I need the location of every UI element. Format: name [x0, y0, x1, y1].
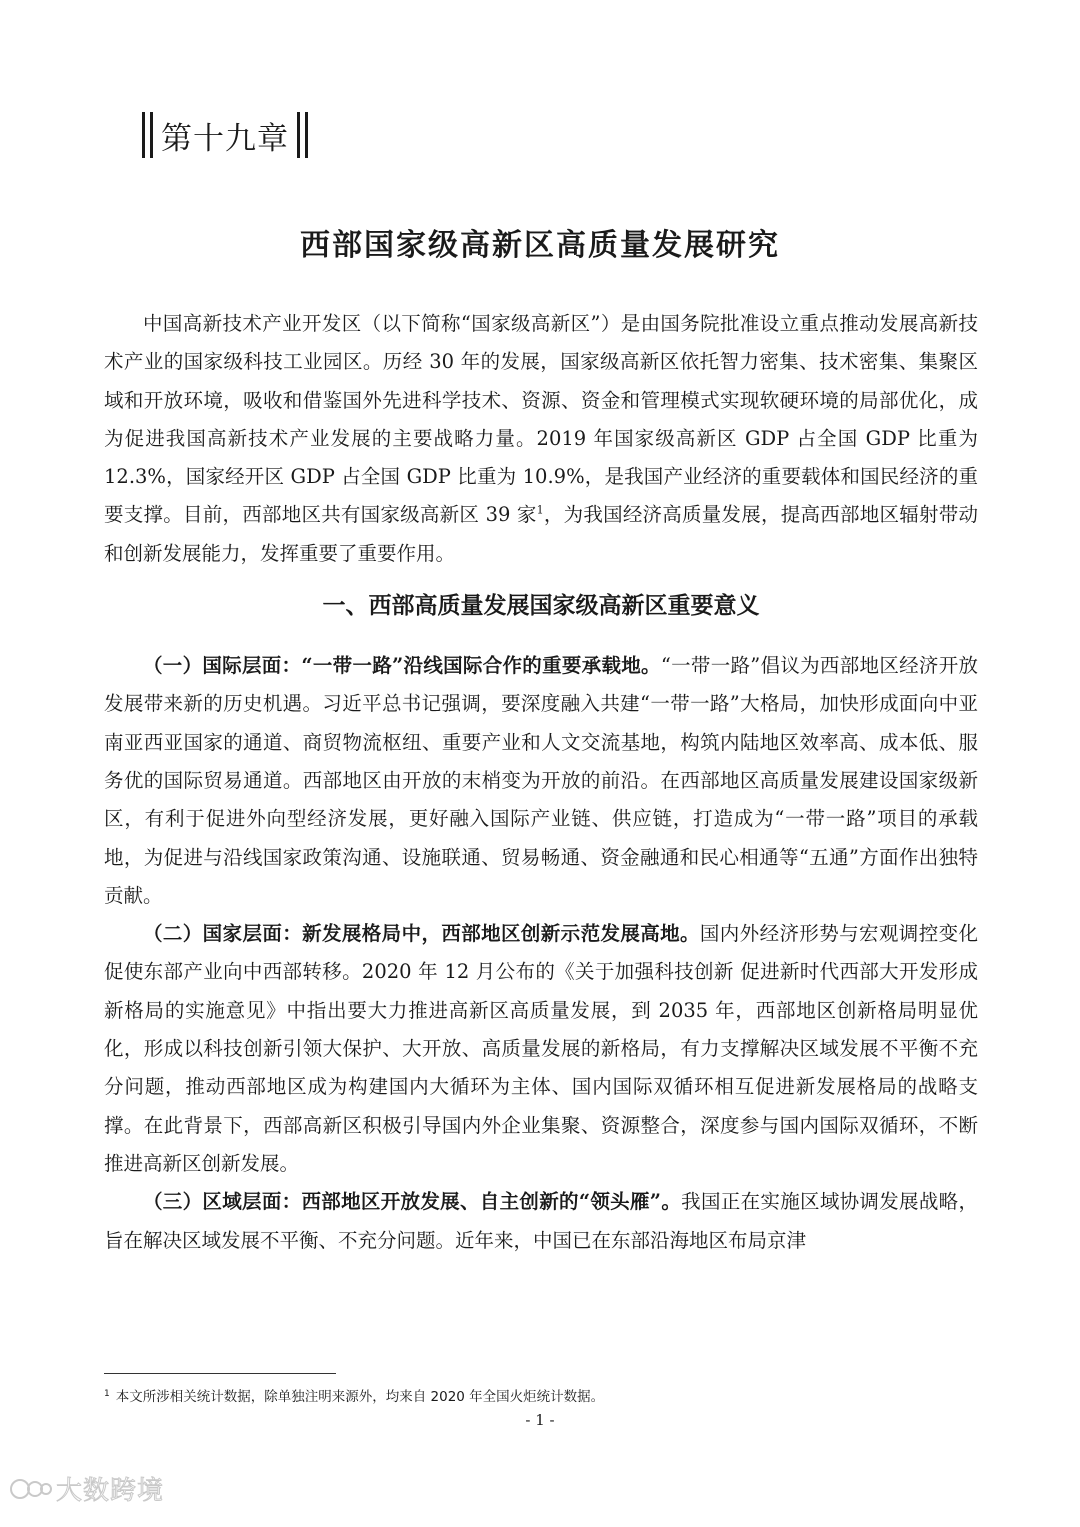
footnote-text: 本文所涉相关统计数据，除单独注明来源外，均来自 2020 年全国火炬统计数据。 [115, 1389, 605, 1405]
chapter-label: 第十九章 [161, 120, 289, 157]
watermark [8, 1470, 164, 1507]
chapter-right-bars [297, 112, 308, 158]
watermark-logo-icon [8, 1474, 52, 1504]
intro-text-continued: ，为我国经济高质量发展，提高西部地区辐射带动和创新发展能力，发挥重要了重要作用。 [104, 503, 978, 565]
subsection-regional [104, 1183, 978, 1260]
page-number: - 1 - [525, 1411, 555, 1429]
chapter-tag [142, 112, 308, 158]
section-heading: 一、西部高质量发展国家级高新区重要意义 [322, 592, 760, 620]
document-title: 西部国家级高新区高质量发展研究 [300, 228, 780, 263]
subsection-text: “一带一路”倡议为西部地区经济开放发展带来新的历史机遇。习近平总书记强调，要深度融入共建“一带一路”大格局，加快形成面向中亚南亚西亚国家的通道、商贸物流枢纽、重要产业和人文交流基地，构筑内陆地区效率高、成本低、服务优的国际贸易通道。西部地区由开放的末梢变为开放的前沿。在西部地区高质量发展建设国家级新区，有利于促进外向型经济发展，更好融入国际产业链、供应链，打造成为“一带一路”项目的承载地，为促进与沿线国家政策沟通、设施联通、贸易畅通、资金融通和民心相通等“五通”方面作出独特贡献。 [104, 654, 978, 907]
watermark-text: 大数跨境 [56, 1476, 165, 1506]
intro-text: 中国高新技术产业开发区（以下简称“国家级高新区”）是由国务院批准设立重点推动发展高新技术产业的国家级科技工业园区。历经 30 年的发展，国家级高新区依托智力密集、技术密集、集聚区域和开放环境，吸收和借鉴国外先进科学技术、资源、资金和管理模式实现软硬环境的局部优化，成为促进我国高新技术产业发展的主要战略力量。2019 年国家级高新区 GDP 占全国 GDP 比重为 12.3%，国家经开区 GDP 占全国 GDP 比重为 10.9%，是我国产业经济的重要载体和国民经济的重要支撑。目前，西部地区共有国家级高新区 39 家 [104, 312, 978, 527]
subsection-lead: （二）国家层面：新发展格局中，西部地区创新示范发展高地。 [143, 922, 700, 946]
subsection-national [104, 915, 978, 1183]
footnote-reference: 1 [536, 503, 544, 517]
footnote-divider [104, 1373, 336, 1374]
intro-paragraph [104, 305, 978, 573]
subsection-international [104, 647, 978, 915]
footnote [104, 1385, 604, 1405]
chapter-left-bars [142, 112, 153, 158]
subsection-lead: （一）国际层面：“一带一路”沿线国际合作的重要承载地。 [143, 654, 661, 678]
document-body [104, 305, 978, 1260]
subsection-text: 国内外经济形势与宏观调控变化促使东部产业向中西部转移。2020 年 12 月公布的《关于加强科技创新 促进新时代西部大开发形成新格局的实施意见》中指出要大力推进高新区高质量发展，到 2035 年，西部地区创新格局明显优化，形成以科技创新引领大保护、大开放、高质量发展的新格局，有力支撑解决区域发展不平衡不充分问题，推动西部地区成为构建国内大循环为主体、国内国际双循环相互促进新发展格局的战略支撑。在此背景下，西部高新区积极引导国内外企业集聚、资源整合，深度参与国内国际双循环，不断推进高新区创新发展。 [104, 922, 978, 1175]
subsection-text: 我国正在实施区域协调发展战略，旨在解决区域发展不平衡、不充分问题。近年来，中国已在东部沿海地区布局京津 [104, 1190, 978, 1252]
subsection-lead: （三）区域层面：西部地区开放发展、自主创新的“领头雁”。 [143, 1190, 682, 1214]
footnote-marker: 1 [104, 1388, 110, 1399]
